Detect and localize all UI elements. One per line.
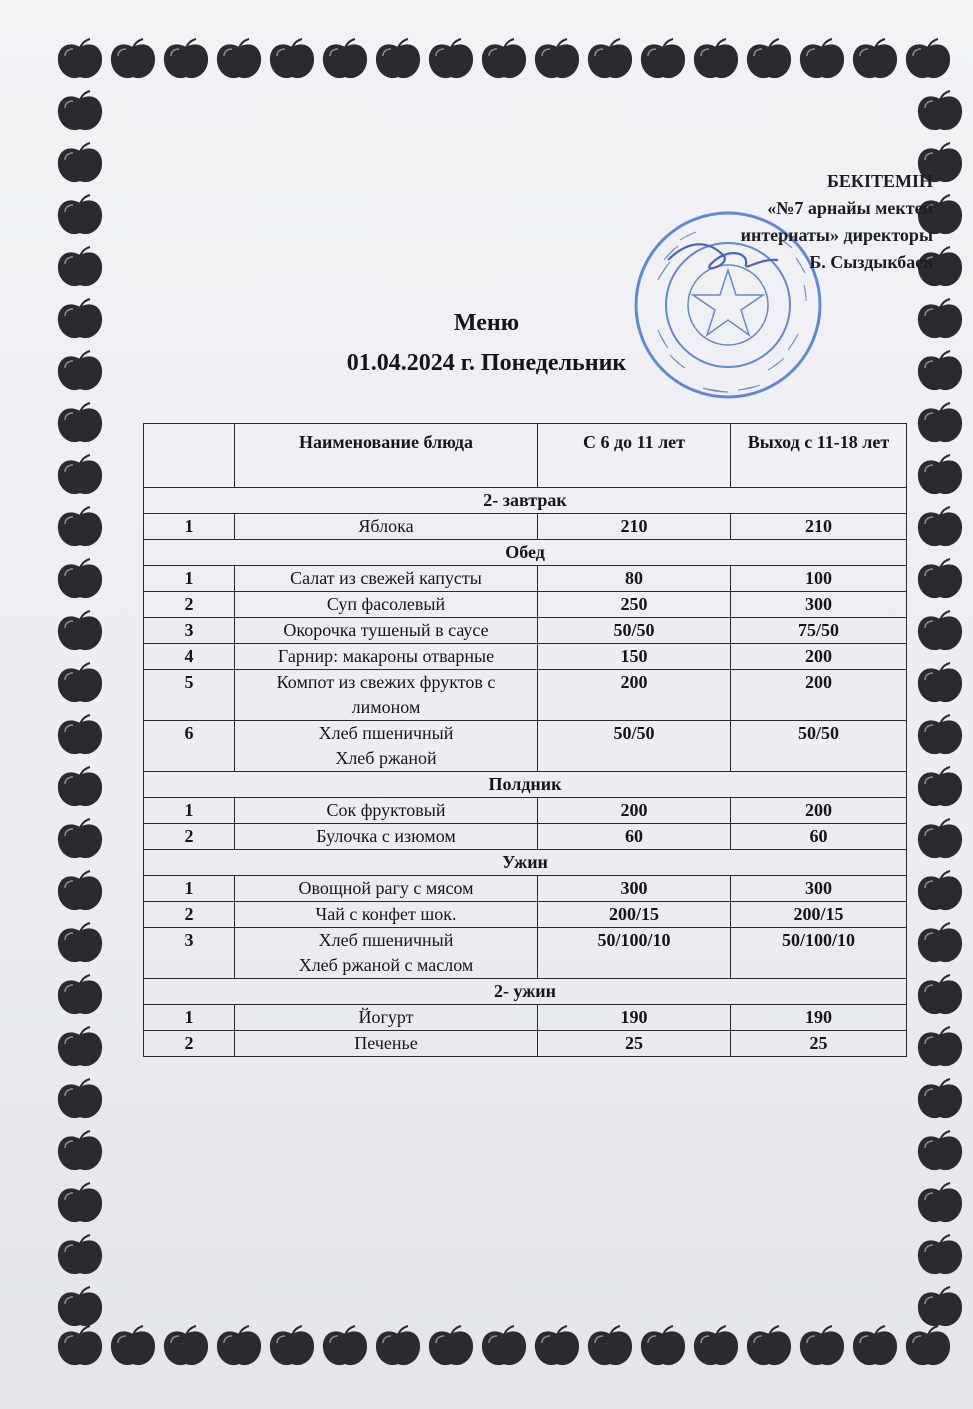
apple-icon <box>55 818 105 862</box>
apple-icon <box>55 38 105 82</box>
apple-icon <box>915 558 965 602</box>
header-cell: Наименование блюда <box>235 424 538 488</box>
apple-icon <box>55 610 105 654</box>
row-number: 1 <box>144 514 235 540</box>
row-number: 5 <box>144 670 235 721</box>
page-title: Меню <box>453 310 520 336</box>
table-header-row <box>144 424 907 488</box>
table-row <box>144 876 907 902</box>
apple-icon <box>903 38 953 82</box>
apple-icon <box>691 38 741 82</box>
portion-6-11: 200 <box>538 670 731 721</box>
row-number: 1 <box>144 798 235 824</box>
apple-icon <box>320 1325 370 1369</box>
apple-icon <box>915 1286 965 1330</box>
approval-line: «№7 арнайы мектеп <box>767 198 933 218</box>
row-number: 1 <box>144 566 235 592</box>
apple-icon <box>915 1078 965 1122</box>
portion-11-18: 50/50 <box>731 721 907 772</box>
menu-table <box>143 423 907 1057</box>
portion-6-11: 50/100/10 <box>538 928 731 979</box>
apple-icon <box>479 1325 529 1369</box>
apple-icon <box>373 1325 423 1369</box>
apple-icon <box>915 1130 965 1174</box>
apple-icon <box>915 454 965 498</box>
apple-icon <box>161 1325 211 1369</box>
section-row <box>144 488 907 514</box>
apple-icon <box>55 1078 105 1122</box>
table-row <box>144 928 907 979</box>
apple-icon <box>55 1234 105 1278</box>
apple-icon <box>55 558 105 602</box>
apple-icon <box>744 1325 794 1369</box>
apple-icon <box>915 506 965 550</box>
row-number: 2 <box>144 1031 235 1057</box>
portion-11-18: 200 <box>731 798 907 824</box>
dish-name: Чай с конфет шок. <box>235 902 538 928</box>
apple-icon <box>55 1325 105 1369</box>
dish-name: Компот из свежих фруктов с лимоном <box>235 670 538 721</box>
header-cell <box>144 424 235 488</box>
table-row <box>144 618 907 644</box>
portion-11-18: 300 <box>731 876 907 902</box>
apple-icon <box>915 818 965 862</box>
approval-line: Б. Сыздыкбаев <box>809 252 933 272</box>
approval-line: интернаты» директоры <box>740 225 933 245</box>
table-row <box>144 592 907 618</box>
portion-6-11: 80 <box>538 566 731 592</box>
dish-name-line: Хлеб пшеничный <box>318 930 454 950</box>
portion-6-11: 250 <box>538 592 731 618</box>
apple-icon <box>479 38 529 82</box>
apple-icon <box>915 1182 965 1226</box>
portion-11-18: 75/50 <box>731 618 907 644</box>
apple-icon <box>55 1182 105 1226</box>
apple-icon <box>691 1325 741 1369</box>
portion-11-18: 60 <box>731 824 907 850</box>
dish-name <box>235 928 538 979</box>
apple-icon <box>55 402 105 446</box>
table-row <box>144 644 907 670</box>
dish-name: Булочка с изюмом <box>235 824 538 850</box>
apple-icon <box>55 246 105 290</box>
apple-icon <box>55 90 105 134</box>
apple-icon <box>915 662 965 706</box>
portion-6-11: 200/15 <box>538 902 731 928</box>
dish-name: Суп фасолевый <box>235 592 538 618</box>
dish-name: Яблока <box>235 514 538 540</box>
portion-11-18: 200 <box>731 670 907 721</box>
portion-6-11: 210 <box>538 514 731 540</box>
apple-icon <box>915 922 965 966</box>
apple-icon <box>108 38 158 82</box>
apple-icon <box>797 1325 847 1369</box>
portion-6-11: 190 <box>538 1005 731 1031</box>
apple-icon <box>55 766 105 810</box>
portion-11-18: 25 <box>731 1031 907 1057</box>
apple-icon <box>214 1325 264 1369</box>
apple-icon <box>426 38 476 82</box>
dish-name: Салат из свежей капусты <box>235 566 538 592</box>
apple-icon <box>915 90 965 134</box>
apple-icon <box>55 922 105 966</box>
portion-11-18: 200 <box>731 644 907 670</box>
portion-11-18: 300 <box>731 592 907 618</box>
approval-line: БЕКІТЕМІН <box>827 171 933 191</box>
table-row <box>144 566 907 592</box>
apple-icon <box>850 1325 900 1369</box>
dish-name: Печенье <box>235 1031 538 1057</box>
apple-icon <box>638 38 688 82</box>
apple-icon <box>915 870 965 914</box>
portion-6-11: 60 <box>538 824 731 850</box>
apple-icon <box>915 402 965 446</box>
apple-icon <box>744 38 794 82</box>
table-row <box>144 902 907 928</box>
row-number: 6 <box>144 721 235 772</box>
apple-icon <box>55 662 105 706</box>
apple-icon <box>915 714 965 758</box>
dish-name: Йогурт <box>235 1005 538 1031</box>
apple-icon <box>55 194 105 238</box>
dish-name: Окорочка тушеный в саусе <box>235 618 538 644</box>
row-number: 1 <box>144 1005 235 1031</box>
table-row <box>144 670 907 721</box>
row-number: 2 <box>144 824 235 850</box>
apple-icon <box>267 1325 317 1369</box>
apple-icon <box>915 974 965 1018</box>
dish-name-line: Хлеб пшеничный <box>318 723 454 743</box>
dish-name: Овощной рагу с мясом <box>235 876 538 902</box>
portion-6-11: 50/50 <box>538 721 731 772</box>
section-title: 2- завтрак <box>144 488 907 514</box>
dish-name <box>235 721 538 772</box>
apple-icon <box>903 1325 953 1369</box>
section-row <box>144 540 907 566</box>
table-row <box>144 514 907 540</box>
apple-icon <box>532 38 582 82</box>
apple-icon <box>850 38 900 82</box>
row-number: 1 <box>144 876 235 902</box>
section-row <box>144 979 907 1005</box>
row-number: 3 <box>144 928 235 979</box>
apple-icon <box>161 38 211 82</box>
apple-icon <box>915 610 965 654</box>
apple-icon <box>585 1325 635 1369</box>
apple-icon <box>55 870 105 914</box>
portion-6-11: 50/50 <box>538 618 731 644</box>
section-row <box>144 772 907 798</box>
apple-icon <box>373 38 423 82</box>
row-number: 3 <box>144 618 235 644</box>
table-row <box>144 1031 907 1057</box>
portion-6-11: 150 <box>538 644 731 670</box>
section-title: 2- ужин <box>144 979 907 1005</box>
dish-name: Гарнир: макароны отварные <box>235 644 538 670</box>
apple-icon <box>108 1325 158 1369</box>
apple-icon <box>915 1026 965 1070</box>
portion-6-11: 300 <box>538 876 731 902</box>
apple-icon <box>55 1286 105 1330</box>
row-number: 2 <box>144 902 235 928</box>
apple-icon <box>915 1234 965 1278</box>
section-title: Обед <box>144 540 907 566</box>
apple-icon <box>267 38 317 82</box>
portion-6-11: 200 <box>538 798 731 824</box>
dish-name-line: Хлеб ржаной с маслом <box>298 955 474 975</box>
portion-11-18: 50/100/10 <box>731 928 907 979</box>
header-cell: Выход с 11-18 лет <box>731 424 907 488</box>
row-number: 4 <box>144 644 235 670</box>
apple-icon <box>55 974 105 1018</box>
page-date: 01.04.2024 г. Понедельник <box>346 350 627 376</box>
apple-icon <box>55 142 105 186</box>
table-row <box>144 798 907 824</box>
apple-icon <box>55 454 105 498</box>
header-cell: С 6 до 11 лет <box>538 424 731 488</box>
apple-icon <box>532 1325 582 1369</box>
table-row <box>144 824 907 850</box>
table-row <box>144 1005 907 1031</box>
section-row <box>144 850 907 876</box>
portion-11-18: 210 <box>731 514 907 540</box>
portion-11-18: 200/15 <box>731 902 907 928</box>
dish-name-line: Хлеб ржаной <box>335 748 437 768</box>
apple-icon <box>55 1130 105 1174</box>
table-row <box>144 721 907 772</box>
apple-icon <box>55 714 105 758</box>
apple-icon <box>214 38 264 82</box>
apple-icon <box>915 766 965 810</box>
portion-11-18: 190 <box>731 1005 907 1031</box>
apple-icon <box>638 1325 688 1369</box>
apple-icon <box>585 38 635 82</box>
apple-icon <box>426 1325 476 1369</box>
portion-6-11: 25 <box>538 1031 731 1057</box>
portion-11-18: 100 <box>731 566 907 592</box>
section-title: Ужин <box>144 850 907 876</box>
apple-icon <box>55 1026 105 1070</box>
apple-icon <box>55 506 105 550</box>
apple-icon <box>320 38 370 82</box>
apple-icon <box>797 38 847 82</box>
row-number: 2 <box>144 592 235 618</box>
approval-block <box>741 168 933 276</box>
dish-name: Сок фруктовый <box>235 798 538 824</box>
section-title: Полдник <box>144 772 907 798</box>
